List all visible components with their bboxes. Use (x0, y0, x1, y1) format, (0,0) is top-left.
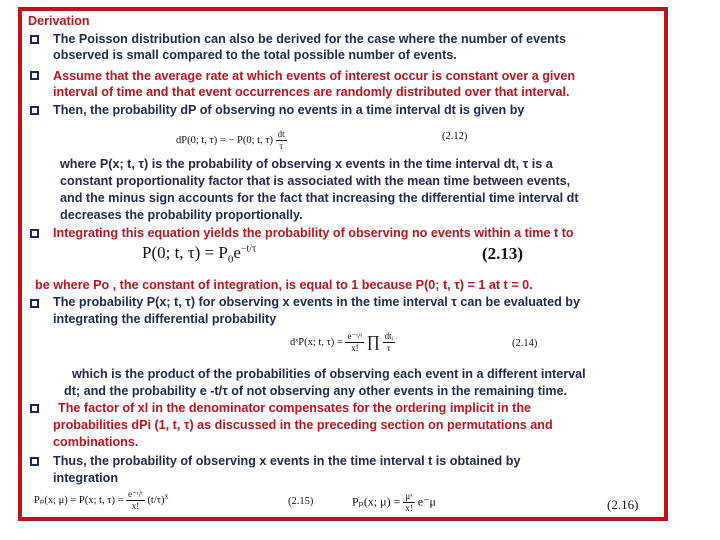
bullet-3-line-1: Then, the probability dP of observing no events in a time interval dt is given by (53, 103, 525, 117)
paragraph-1-line-4: decreases the probability proportionally. (60, 208, 303, 222)
paragraph-3-line-1: which is the product of the probabilities of observing each event in a different interval (72, 367, 586, 381)
bullet-icon (30, 106, 39, 115)
equation-number-2-16: (2.16) (607, 497, 639, 512)
equation-number-2-15: (2.15) (288, 496, 314, 507)
bullet-2-line-1: Assume that the average rate at which events of interest occur is constant over a given (53, 69, 576, 83)
equation-number-2-14: (2.14) (512, 338, 538, 349)
bullet-icon (30, 35, 39, 44)
paragraph-1-line-3: and the minus sign accounts for the fact that increasing the differential time interval dt (60, 191, 579, 205)
bullet-icon (30, 457, 39, 466)
bullet-5-line-1: The probability P(x; t, τ) for observing x events in the time interval τ can be evaluated by (53, 295, 581, 309)
bullet-6-line-1: The factor of xl in the denominator compensates for the ordering implicit in the (58, 401, 532, 415)
equation-number-2-12: (2.12) (442, 131, 468, 142)
slide-title: Derivation (28, 14, 90, 28)
bullet-icon (30, 404, 39, 413)
slide-frame (18, 7, 668, 521)
paragraph-2-line-1: be where Po , the constant of integration, is equal to 1 because P(0; t, τ) = 1 at t = 0. (35, 278, 533, 292)
bullet-icon (30, 229, 39, 238)
equation-2-14: dˣP(x; t, τ) = $\frac{\text{e⁻ᵗ/ᵗ}}{x!}$ ∏ $\frac{\text{dtᵢ}}{\tau}$ (290, 331, 394, 353)
paragraph-1-line-1: where P(x; t, τ) is the probability of observing x events in the time interval dt, τ is a (60, 157, 553, 171)
bullet-1-line-2: observed is small compared to the total possible number of events. (53, 48, 457, 62)
bullet-5-line-2: integrating the differential probability (53, 312, 277, 326)
equation-2-12: dP(0; t, τ) = − P(0; t, τ) $\frac{dt}{\tau}$ (176, 129, 285, 151)
bullet-1-line-1: The Poisson distribution can also be derived for the case where the number of events (53, 32, 566, 46)
bullet-icon (30, 71, 39, 80)
bullet-7-line-1: Thus, the probability of observing x events in the time interval t is obtained by (53, 454, 521, 468)
paragraph-3-line-2: dt; and the probability e -t/τ of not observing any other events in the remaining time. (64, 384, 568, 398)
equation-2-16: Pₚ(x; μ) = $\frac{\text{μˣ}}{x!}$ e⁻μ (352, 491, 436, 513)
bullet-6-line-3: combinations. (53, 435, 139, 449)
bullet-6-line-2: probabilities dPi (1, t, τ) as discussed in the preceding section on permutations and (53, 418, 553, 432)
bullet-4-line-1: Integrating this equation yields the probability of observing no events within a time t to (53, 226, 574, 240)
bullet-icon (30, 299, 39, 308)
equation-2-15: Pₚ(x; μ) = P(x; t, τ) = $\frac{\text{e⁻ᵗ/ᵗ}}{x!}$ $(t/\tau)^x$ (34, 489, 169, 511)
equation-number-2-13: (2.13) (482, 244, 524, 263)
paragraph-1-line-2: constant proportionality factor that is associated with the mean time between events, (60, 174, 571, 188)
bullet-2-line-2: interval of time and that event occurrences are randomly distributed over that interval. (53, 85, 570, 99)
equation-2-13: P(0; t, $\tau) = P_0e^{-t/\tau}$ (142, 243, 257, 266)
bullet-7-line-2: integration (53, 471, 119, 485)
